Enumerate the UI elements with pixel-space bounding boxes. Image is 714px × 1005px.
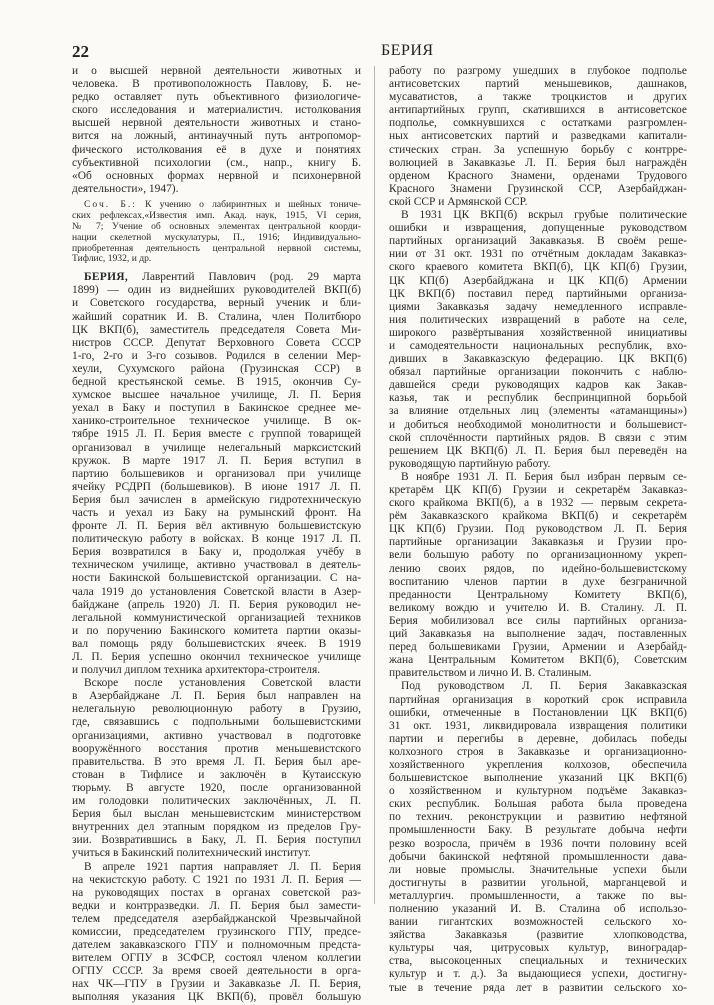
text-line: металлургич. промышленности, а также по вы- [389,889,687,902]
text-line: им голодовки политических заключённых, Л. П. [72,795,361,808]
text-line: воспитанию членов партии в духе безграничной [389,575,687,588]
pavlov-paragraph [72,65,361,196]
text-line: в Азербайджане Л. П. Берия был направлен на [72,690,361,703]
text-line: комиссии, председателем грузинского ГПУ, предсе- [72,925,361,938]
text-line: внутренних дел этапным порядком из пределов Гру- [72,821,361,834]
text-line: уехал в Баку и поступил в Бакинское среднее ме- [72,402,361,415]
text-line: работу по разгрому ушедших в глубокое подполье [389,65,687,77]
text-line: и самодеятельности национальных республик, вхо- [389,339,687,352]
text-line: Берия мобилизовал все силы партийных организа- [389,614,687,627]
text-line: Берия был зачислен в армейскую гидротехническую [72,493,361,506]
text-line: ханико-строительное техническое училище. В ок- [72,415,361,428]
works-bibliography [72,200,361,265]
text-line: В апреле 1921 партия направляет Л. П. Берия [84,860,361,873]
text-line: хумское высшее начальное училище, Л. П. Берия [72,389,361,402]
text-line: легальной коммунистической организацией техников [72,611,361,624]
text-line: телем председателя азербайджанской Чрезвычайной [72,912,361,925]
paragraph-leadership [389,680,687,994]
text-line: ности Бакинской большевистской организации. С на- [72,572,361,585]
left-column [72,65,361,1005]
text-line: за влияние отдельных лиц (элементы «атаманщины») [389,405,687,418]
text-line: вится на ложный, антинаучный путь антропомор- [72,130,361,143]
text-line: на руководящих постах в органах советской раз- [72,886,361,899]
text-line: кретарём ЦК КП(б) Грузии и секретарём Закавказ- [389,484,687,496]
page-number: 22 [72,42,89,61]
text-line: подполье, сомкнувшихся с остатками разгромлен- [389,117,687,130]
text-line: и Советского государства, верный ученик и бли- [72,297,361,310]
text-line: правительством и лично И. В. Сталиным. [389,667,592,680]
entry-first-line [72,271,361,284]
works-label: Соч. Б.: [84,199,137,210]
text-line: ЦК ВКП(б), заместитель председателя Совета Ми- [72,323,361,336]
text-line: политическую работу в войсках. В конце 1917 Л. П. [72,533,361,546]
text-line: выполняя указания ЦК ВКП(б), провёл большую [72,991,361,1004]
text-line: и получил диплом техника архитектора-строителя. [72,664,321,677]
text-line: «Об основных формах нервной и психонервной [72,169,361,182]
text-line: ошибки и извращения, допущенные руководством [389,222,687,235]
text-line: культур и т. д.). За выдающиеся успехи, достигну- [389,968,687,981]
text-line: высшей нервной деятельности животных и стано- [72,117,361,130]
text-line: техническом училище, активно участвовал в деятель- [72,559,361,572]
text-line: резко возросла, причём в 1936 почти половину всей [389,837,687,850]
text-line: партии и перегибы в деревне, добилась победы [389,732,687,745]
right-column [389,65,687,995]
text-line: обязал партийные организации покончить с наблю- [389,366,687,379]
text-line: человека. В противоположность Павлову, Б. не- [72,78,361,91]
text-line: вании гигантских возможностей сельского хо- [389,916,687,929]
text-line: дивших в Закавказскую федерацию. ЦК ВКП(б) [389,353,687,366]
text-line: Вскоре после установления Советской власти [84,677,361,690]
text-line: Берия возвратился в Баку и, продолжая учёбу в [72,546,361,559]
text-line: часть и уехал из Баку на румынский фронт. На [72,506,361,519]
text-line: ского крайкома ВКП(б), а в 1932 — первым секрета- [389,497,687,510]
text-line: ОГПУ СССР. За время своей деятельности в орга- [72,965,361,978]
text-line: бедной крестьянской семье. В 1915, окончив Су- [72,376,361,389]
text-line: нистров СССР. Депутат Верховного Совета СССР [72,336,361,349]
works-line: приобретенная деятельность центральной нервной системы, [72,243,361,254]
beria-entry [72,271,361,677]
text-line: добычи бакинской нефтяной промышленности дава- [389,850,687,863]
text-line: на чекистскую работу. С 1921 по 1931 Л. П. Берия — [72,873,361,886]
text-line: вал помощь ряду большевистских ячеек. В 1919 [72,637,361,650]
text-line: решением ЦК ВКП(б) Л. П. Берия был переведён на [389,444,687,457]
running-head: БЕРИЯ [381,42,434,59]
georgia-paragraph [72,677,361,860]
text-line: кружок. В марте 1917 Л. П. Берия вступил в [72,454,361,467]
text-line: ли новые промыслы. Значительные успехи были [389,863,687,876]
text-line: ведки и контрразведки. Л. П. Берия был замести- [72,899,361,912]
text-line: великому вождю и учителю И. В. Сталину. Л. П. [389,601,687,614]
text-line: тые в течение ряда лет в развитии сельского хо- [389,981,687,994]
text-line: перед большевиками Грузии, Армении и Азербайд- [389,641,687,654]
entry-headword: БЕРИЯ, [84,271,128,284]
text-line: 31 окт. 1931, ликвидировала извращения политики [389,719,687,732]
entry-body [72,284,361,677]
text-line: полнению указаний И. В. Сталина об использо- [389,903,687,915]
text-line: жайший соратник И. В. Сталина, член Политбюро [72,310,361,323]
text-line: ства, высокоценных специальных и технических [389,955,687,968]
text-line: колхозного строя в Закавказье и организационно- [389,745,687,758]
cheka-paragraph [72,861,361,1005]
text-line: о хозяйственном и культурном подъёме Закавказ- [389,785,687,798]
text-line: большевистское выполнение указаний ЦК ВКП(б) [389,772,687,785]
text-line: преданности Центральному Комитету ВКП(б), [389,588,687,601]
text-line: ЦК КП(б) Азербайджана и ЦК КП(б) Армении [389,274,687,287]
text-line: рём Закавказского крайкома ВКП(б) и секретарём [389,510,687,523]
text-line: фронте Л. П. Берия вёл активную большевистскую [72,520,361,533]
text-line: дателем закавказского ГПУ и полномочным предста- [72,939,361,952]
text-line: фического истолкования её в духе и понятиях [72,143,361,156]
text-line: антисоветских партий меньшевиков, дашнаков, [389,78,687,91]
text-line: и о высшей нервной деятельности животных и [72,65,361,77]
text-line: культуры чая, цитрусовых культур, виноградар- [389,942,687,955]
works-line: Тифлис, 1932, и др. [72,254,152,265]
text-line: ской сплочённости партийных рядов. В связи с этим [389,431,687,444]
text-line: Под руководством Л. П. Берия Закавказская [401,680,687,693]
text-line: промышленности Баку. В результате добыча нефти [389,824,687,837]
text-line: стован в Тифлисе и заключён в Кутаисскую [72,768,361,781]
text-line: нелегальную революционную работу в Грузию, [72,703,361,716]
works-first-line [72,200,361,211]
text-line: ошибки, отмеченные в Постановлении ЦК ВКП(б) [389,706,687,719]
text-line: байджане (апрель 1920) Л. П. Берия руководил не- [72,598,361,611]
text-line: деятельности», 1947). [72,182,179,195]
text-line: казья, так и республик беспринципной борьбой [389,392,687,405]
text-line: ских республик. Большая работа была проведена [389,798,687,811]
works-line: К учению о лабиринтных и шейных тониче- [145,199,361,210]
text-line: по технич. реконструкции и развитию нефтяной [389,811,687,824]
text-line: хеули, Сухумского района (Грузинская ССР) в [72,362,361,375]
text-line: партийные организации Закавказья и Грузии про- [389,536,687,549]
text-line: В ноябре 1931 Л. П. Берия был избран первым се- [401,470,687,483]
text-line: зяйства Закавказья (развитие хлопководства, [389,929,687,942]
text-line: ных антисоветских партий и разведками капитали- [389,130,687,143]
text-line: и добиться необходимой монолитности и большевист- [389,418,687,431]
text-line: нии от 31 окт. 1931 по отчётным докладам Закавказ- [389,248,687,261]
text-line: тябре 1915 Л. П. Берия вместе с группой товарищей [72,428,361,441]
text-line: партийная организация в короткий срок исправила [389,693,687,706]
text-line: В 1931 ЦК ВКП(б) вскрыл грубые политические [401,209,687,222]
text-line: ского краевого комитета ВКП(б), ЦК КП(б) Грузии, [389,261,687,274]
text-line: и по поручению Бакинского комитета партии оказы- [72,624,361,637]
text-line: давшейся среди руководящих кадров как Закав- [389,379,687,392]
text-line: партийных организаций Закавказья. В своём реше- [389,235,687,248]
text-line: нах ЧК—ГПУ в Грузии и Закавказье Л. П. Берия, [72,978,361,991]
text-line: 1-го, 2-го и 3-го созывов. Родился в селении Мер- [72,349,361,362]
paragraph-november-1931 [389,471,687,681]
works-line: нации скелетной мускулатуры, П., 1916; Индивидуально- [72,232,361,243]
text-line: редко оставляет путь объективного физиологиче- [72,91,361,104]
column-divider [374,66,375,904]
text-line: стических стран. За успешную борьбу с контрре- [389,143,687,156]
text-line: ской ССР и Армянской ССР. [389,195,528,208]
text-line: чала 1919 до установления Советской власти в Азер- [72,585,361,598]
text-line: 1899) — один из виднейших руководителей ВКП(б) [72,284,361,297]
continuation-paragraph [389,65,687,209]
text-line: широкого развёртывания хозяйственной инициативы [389,326,687,339]
works-line: ских рефлексах,«Известия имп. Акад. наук, 1915, VI серия, [72,210,361,221]
text-line: организациями, активно участвовал в подготовке [72,729,361,742]
text-line: Л. П. Берия успешно окончил техническое училище [72,651,361,663]
text-line: зии. Возвратившись в Баку, Л. П. Берия поступил [72,834,361,847]
text-line: тюрьму. В августе 1920, после организованной [72,781,361,794]
text-line: ского исследования и материалистич. истолкования [72,104,361,117]
text-line: вооружённого восстания против меньшевистского [72,742,361,755]
text-line: вителем ОГПУ в ЗСФСР, состоял членом коллегии [72,952,361,965]
text-line: антипартийных групп, скатившихся в антисоветское [389,104,687,117]
paragraph-1931 [389,209,687,471]
text-line: партию большевиков и организовал при училище [72,467,361,480]
text-line: организовал в училище нелегальный марксистский [72,441,361,454]
text-line: руководящую партийную работу. [389,457,551,470]
text-line: учиться в Бакинский политехнический институт. [72,847,311,860]
text-line: достигнуты в развитии угольной, марганцевой и [389,876,687,889]
text-line: хозяйственного укрепления колхозов, обеспечила [389,758,687,771]
text-line: лению своих рядов, по идейно-большевистскому [389,562,687,575]
text-line: жана Центральным Комитетом ВКП(б), Советским [389,654,687,667]
text-line: где, связавшись с подпольными большевистскими [72,716,361,729]
text-line: Красного Знамени Грузинской ССР, Азербайджан- [389,182,687,195]
text-line: вели большую работу по организационному укреп- [389,549,687,562]
works-line: № 7; Учение об основных элементах центральной коорди- [72,221,361,232]
text-line: ЦК КП(б) Грузии. Под руководством Л. П. Берия [389,523,687,536]
text-line: волюцией в Закавказье Л. П. Берия был награждён [389,156,687,169]
text-line: орденом Красного Знамени, орденами Трудового [389,169,687,182]
text-line: ячейку РСДРП (большевиков). В июне 1917 Л. П. [72,480,361,493]
text-line: субъективной психологии (см., напр., книгу Б. [72,156,361,169]
text-line: циями Закавказья задачу немедленного исправле- [389,300,687,313]
text-line: мусаватистов, а также троцкистов и других [389,91,687,104]
entry-line: Лаврентий Павлович (род. 29 марта [142,271,361,284]
text-line: правительства. В это время Л. П. Берия был аре- [72,755,361,768]
text-line: ния политических извращений в работе на селе, [389,313,687,326]
text-line: Берия был выслан меньшевистским министерством [72,808,361,821]
text-line: ций Закавказья на выполнение задач, поставленных [389,628,687,641]
text-line: ЦК ВКП(б) поставил перед партийными организа- [389,287,687,300]
